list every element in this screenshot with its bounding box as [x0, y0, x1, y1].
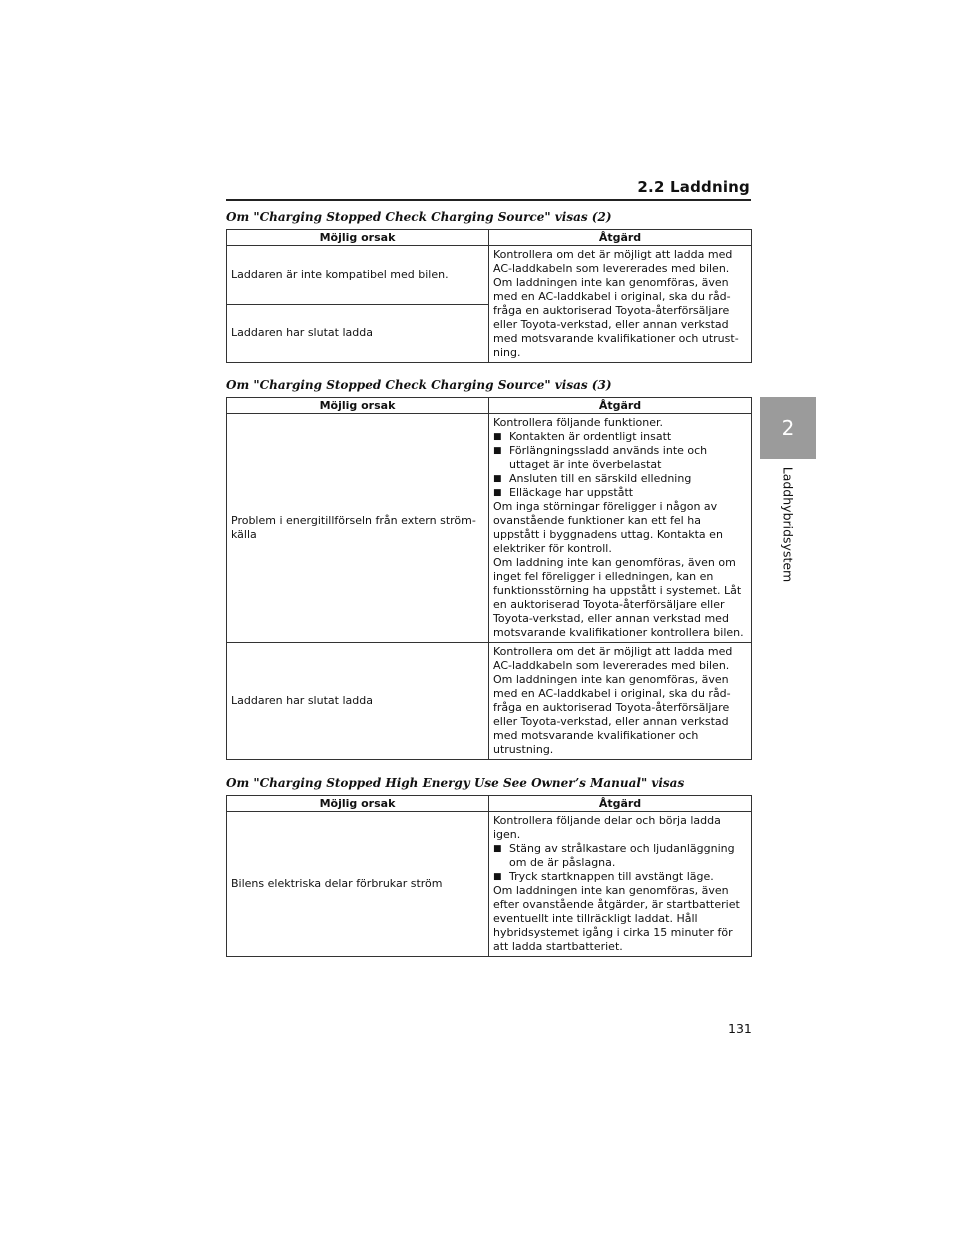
- bullet-square-icon: ■: [493, 446, 502, 456]
- chapter-tab: [760, 397, 816, 459]
- action-cell: [489, 414, 752, 643]
- action-line: igen.: [493, 828, 521, 841]
- col-header-action: Åtgärd: [489, 796, 752, 812]
- cause-cell: Bilens elektriska delar förbrukar ström: [227, 812, 489, 957]
- table-row: [227, 414, 752, 643]
- action-line: Kontrollera om det är möjligt att ladda med: [493, 248, 733, 261]
- action-line: fråga en auktoriserad Toyota-återförsäljare: [493, 701, 730, 714]
- bullet-continuation: [493, 458, 747, 472]
- action-line: en auktoriserad Toyota-återförsäljare eller: [493, 598, 725, 611]
- section-heading-3: Om "Charging Stopped High Energy Use See Owner’s Manual" visas: [226, 776, 685, 790]
- table-1: [226, 229, 752, 363]
- cause-line: Problem i energitillförseln från extern ström-: [231, 514, 476, 527]
- bullet-item: [493, 430, 747, 444]
- cause-cell: [227, 414, 489, 643]
- action-line: hybridsystemet igång i cirka 15 minuter för: [493, 926, 733, 939]
- action-line: AC-laddkabeln som levererades med bilen.: [493, 262, 730, 275]
- page-number: 131: [728, 1021, 752, 1036]
- action-line: Om laddningen inte kan genomföras, även: [493, 884, 729, 897]
- cause-cell: Laddaren är inte kompatibel med bilen.: [227, 246, 489, 305]
- action-line: inget fel föreligger i elledningen, kan en: [493, 570, 714, 583]
- action-line: Om laddningen inte kan genomföras, även: [493, 276, 729, 289]
- bullet-item: [493, 870, 747, 884]
- bullet-square-icon: ■: [493, 474, 502, 484]
- action-cell: [489, 246, 752, 363]
- action-line: Om laddningen inte kan genomföras, även: [493, 673, 729, 686]
- action-line: Om inga störningar föreligger i någon av: [493, 500, 718, 513]
- bullet-text: Tryck startknappen till avstängt läge.: [509, 870, 714, 883]
- bullet-item: [493, 486, 747, 500]
- table-row: [227, 246, 752, 305]
- table-row: [227, 812, 752, 957]
- action-line: ovanstående funktioner kan ett fel ha: [493, 514, 701, 527]
- bullet-continuation: [493, 856, 747, 870]
- cause-cell: Laddaren har slutat ladda: [227, 643, 489, 760]
- action-cell: [489, 643, 752, 760]
- bullet-square-icon: ■: [493, 872, 502, 882]
- action-cell: [489, 812, 752, 957]
- action-line: eller Toyota-verkstad, eller annan verkstad: [493, 715, 729, 728]
- action-line: med en AC-laddkabel i original, ska du råd-: [493, 687, 731, 700]
- cause-line: källa: [231, 528, 257, 541]
- action-line: ning.: [493, 346, 521, 359]
- action-line: eventuellt inte tillräckligt laddat. Håll: [493, 912, 698, 925]
- action-line: Kontrollera om det är möjligt att ladda med: [493, 645, 733, 658]
- bullet-item: [493, 472, 747, 486]
- action-line: Kontrollera följande funktioner.: [493, 416, 664, 429]
- col-header-cause: Möjlig orsak: [227, 796, 489, 812]
- bullet-text: Stäng av strålkastare och ljudanläggning: [509, 842, 735, 855]
- bullet-text: Ansluten till en särskild elledning: [509, 472, 692, 485]
- action-line: AC-laddkabeln som levererades med bilen.: [493, 659, 730, 672]
- bullet-text: Kontakten är ordentligt insatt: [509, 430, 672, 443]
- col-header-action: Åtgärd: [489, 230, 752, 246]
- header-rule: [226, 199, 751, 201]
- action-line: med motsvarande kvalifikationer och utrust-: [493, 332, 739, 345]
- table-2: [226, 397, 752, 760]
- table-row: [227, 643, 752, 760]
- table-header-row: [227, 230, 752, 246]
- bullet-square-icon: ■: [493, 432, 502, 442]
- cause-cell: Laddaren har slutat ladda: [227, 304, 489, 363]
- bullet-text: uttaget är inte överbelastat: [509, 458, 662, 471]
- action-line: utrustning.: [493, 743, 554, 756]
- action-line: Om laddning inte kan genomföras, även om: [493, 556, 736, 569]
- bullet-text: Elläckage har uppstått: [509, 486, 634, 499]
- action-line: Toyota-verkstad, eller annan verkstad med: [493, 612, 729, 625]
- action-line: funktionsstörning ha uppstått i systemet. Låt: [493, 584, 742, 597]
- bullet-text: Förlängningssladd används inte och: [509, 444, 708, 457]
- bullet-square-icon: ■: [493, 844, 502, 854]
- action-line: Kontrollera följande delar och börja ladda: [493, 814, 721, 827]
- action-line: uppstått i byggnadens uttag. Kontakta en: [493, 528, 723, 541]
- section-heading-1: Om "Charging Stopped Check Charging Source" visas (2): [226, 210, 612, 224]
- action-line: med motsvarande kvalifikationer och: [493, 729, 699, 742]
- section-title: 2.2 Laddning: [637, 178, 750, 196]
- col-header-cause: Möjlig orsak: [227, 230, 489, 246]
- action-line: elektriker för kontroll.: [493, 542, 612, 555]
- chapter-number: 2: [781, 416, 795, 440]
- action-line: efter ovanstående åtgärder, är startbatteriet: [493, 898, 740, 911]
- table-header-row: [227, 796, 752, 812]
- action-line: med en AC-laddkabel i original, ska du råd-: [493, 290, 731, 303]
- col-header-action: Åtgärd: [489, 398, 752, 414]
- bullet-item: [493, 444, 747, 458]
- chapter-label: [760, 462, 816, 587]
- bullet-text: om de är påslagna.: [509, 856, 616, 869]
- action-line: motsvarande kvalifikationer kontrollera bilen.: [493, 626, 744, 639]
- action-line: fråga en auktoriserad Toyota-återförsäljare: [493, 304, 730, 317]
- table-3: [226, 795, 752, 957]
- section-heading-2: Om "Charging Stopped Check Charging Source" visas (3): [226, 378, 612, 392]
- col-header-cause: Möjlig orsak: [227, 398, 489, 414]
- chapter-label-text: Laddhybridsystem: [780, 466, 796, 583]
- bullet-square-icon: ■: [493, 488, 502, 498]
- bullet-item: [493, 842, 747, 856]
- action-line: att ladda startbatteriet.: [493, 940, 623, 953]
- table-header-row: [227, 398, 752, 414]
- action-line: eller Toyota-verkstad, eller annan verkstad: [493, 318, 729, 331]
